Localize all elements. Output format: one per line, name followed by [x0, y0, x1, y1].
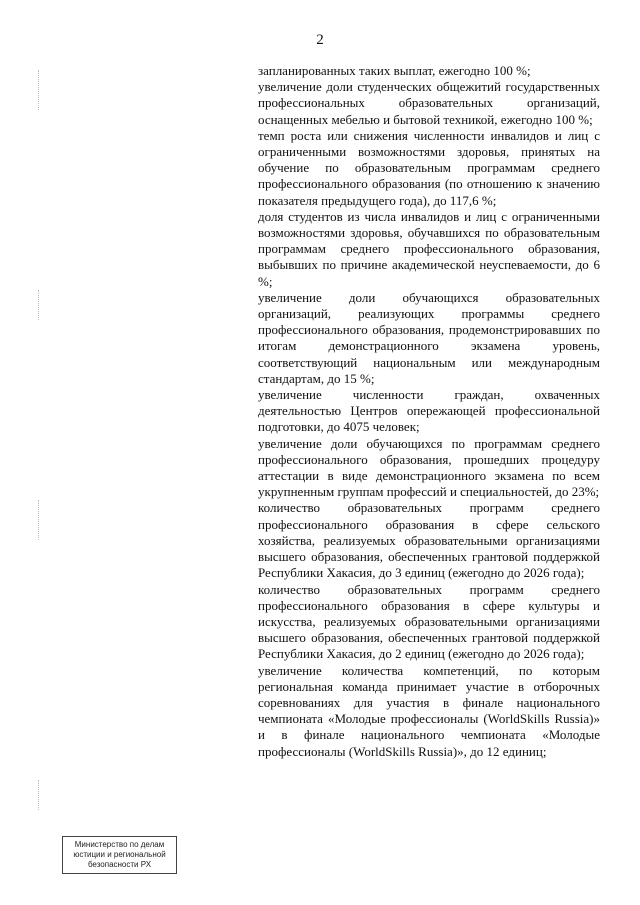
stamp-line: безопасности РХ [87, 860, 152, 869]
left-margin-ticks-bottom [38, 780, 40, 810]
stamp-line: юстиции и региональной [73, 850, 166, 859]
paragraph: увеличение численности граждан, охваченных деятельностью Центров опережающей профессиональной подготовки, до 4075 человек; [258, 387, 600, 435]
paragraph: увеличение доли студенческих общежитий государственных профессиональных образовательных организаций, оснащенных мебелью и бытовой техникой, ежегодно 100 %; [258, 79, 600, 127]
page-number: 2 [316, 32, 324, 48]
paragraph: темп роста или снижения численности инвалидов и лиц с ограниченными возможностями здоровья, принятых на обучение по образовательным программам среднего профессионального образования (по отношению к значению показателя предыдущего года), до 117,6 %; [258, 127, 600, 208]
paragraph: увеличение доли обучающихся по программам среднего профессионального образования, прошедших процедуру аттестации в виде демонстрационного экзамена по всем укрупненным группам профессий и специальностей, до 23%; [258, 435, 600, 500]
paragraph: количество образовательных программ среднего профессионального образования в сфере культуры и искусства, реализуемых образовательными организациями высшего образования, обеспеченных грантовой поддержкой Республики Хакасия, до 2 единиц (ежегодно до 2026 года); [258, 581, 600, 662]
document-body [258, 63, 600, 760]
paragraph: доля студентов из числа инвалидов и лиц с ограниченными возможностями здоровья, обучавшихся по образовательным программам среднего профессионального образования, выбывших по причине академической неуспеваемости, до 6 %; [258, 208, 600, 289]
paragraph: количество образовательных программ среднего профессионального образования в сфере сельского хозяйства, реализуемых образовательными организациями высшего образования, обеспеченных грантовой поддержкой Республики Хакасия, до 3 единиц (ежегодно до 2026 года); [258, 500, 600, 581]
paragraph: увеличение количества компетенций, по которым региональная команда принимает участие в отборочных соревнованиях для участия в финале национального чемпионата «Молодые профессионалы (WorldSkills Russia)» и в финале национального чемпионата «Молодые профессионалы (WorldSkills Russia)», до 12 единиц; [258, 662, 600, 759]
left-margin-ticks-top [38, 70, 40, 110]
paragraph: увеличение доли обучающихся образовательных организаций, реализующих программы среднего профессионального образования, продемонстрировавших по итогам демонстрационного экзамена уровень, соответствующий национальным или международным стандартам, до 15 %; [258, 289, 600, 386]
stamp-line: Министерство по делам [74, 840, 165, 849]
left-margin-ticks-lower [38, 500, 40, 540]
ministry-stamp [62, 836, 177, 874]
left-margin-ticks-middle [38, 290, 40, 320]
paragraph: запланированных таких выплат, ежегодно 100 %; [258, 63, 531, 78]
